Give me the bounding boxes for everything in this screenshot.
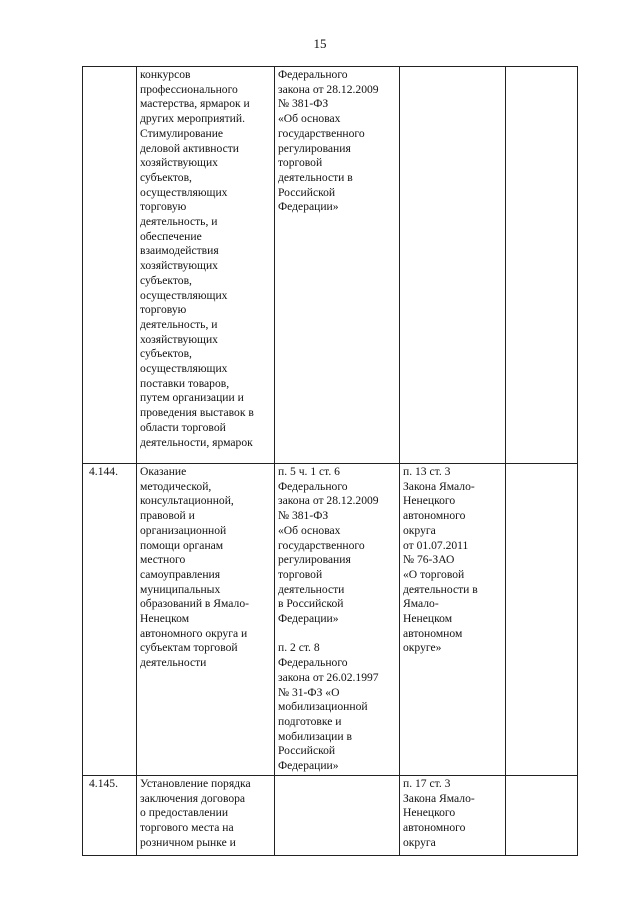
text-line: субъектов,: [140, 170, 192, 184]
text-line: мобилизационной: [278, 700, 368, 714]
text-line: деятельности в: [278, 170, 353, 184]
text-line: торговую: [140, 200, 187, 214]
text-line: от 01.07.2011: [403, 538, 469, 552]
text-line: деятельность, и: [140, 215, 218, 229]
text-line: торговую: [140, 303, 187, 317]
page-number: 15: [313, 36, 327, 51]
federal-law-cell: [275, 464, 400, 776]
empty-cell: [506, 67, 578, 464]
row-number: 4.144.: [83, 464, 137, 776]
empty-cell: [506, 464, 578, 776]
text-line: закона от 28.12.2009: [278, 494, 379, 508]
text-line: автономного округа и: [140, 626, 248, 640]
text-line: образований в Ямало-: [140, 597, 249, 611]
regional-law-cell: [400, 464, 506, 776]
text-line: торгового места на: [140, 821, 234, 835]
text-line: конкурсов: [140, 68, 191, 81]
empty-cell: [506, 776, 578, 856]
text-line: осуществляющих: [140, 288, 228, 302]
text-line: Закона Ямало-: [403, 791, 475, 805]
text-line: субъектов,: [140, 273, 192, 287]
text-line: осуществляющих: [140, 362, 228, 376]
text-line: деятельности: [140, 656, 207, 670]
text-line: «Об основах: [278, 523, 341, 537]
text-line: самоуправления: [140, 567, 221, 581]
text-line: автономном: [403, 626, 463, 640]
text-line: Ненецкого: [403, 494, 456, 508]
text-line: методической,: [140, 479, 212, 493]
text-line: п. 17 ст. 3: [403, 777, 451, 790]
text-line: регулирования: [278, 553, 351, 567]
text-line: субъектов,: [140, 347, 192, 361]
text-line: помощи органам: [140, 538, 224, 552]
text-line: обеспечение: [140, 229, 202, 243]
text-line: хозяйствующих: [140, 156, 218, 170]
description-cell: [137, 776, 275, 856]
text-line: муниципальных: [140, 582, 221, 596]
text-line: № 381-ФЗ: [278, 509, 329, 523]
text-line: округе»: [403, 641, 442, 655]
text-line: Федерации»: [278, 759, 339, 773]
text-line: Федерации»: [278, 200, 339, 214]
text-line: о предоставлении: [140, 806, 229, 820]
text-line: мастерства, ярмарок и: [140, 97, 250, 111]
text-line: осуществляющих: [140, 185, 228, 199]
row-number: 4.145.: [83, 776, 137, 856]
text-line: автономного: [403, 509, 466, 523]
text-line: п. 13 ст. 3: [403, 465, 451, 478]
text-line: закона от 28.12.2009: [278, 82, 379, 96]
text-line: Российской: [278, 185, 336, 199]
federal-law-cell: [275, 67, 400, 464]
federal-law-cell: [275, 776, 400, 856]
text-line: деятельности в: [403, 582, 478, 596]
text-line: правовой и: [140, 509, 195, 523]
text-line: хозяйствующих: [140, 332, 218, 346]
text-line: Российской: [278, 744, 336, 758]
text-line: Ямало-: [403, 597, 439, 611]
text-line: профессионального: [140, 82, 238, 96]
table-row: [83, 464, 578, 776]
table-row: [83, 67, 578, 464]
text-line: Стимулирование: [140, 126, 224, 140]
text-line: заключения договора: [140, 791, 246, 805]
text-line: подготовке и: [278, 714, 342, 728]
text-line: Федерации»: [278, 612, 339, 626]
text-line: поставки товаров,: [140, 376, 230, 390]
text-line: «О торговой: [403, 567, 465, 581]
text-line: Ненецком: [140, 612, 190, 626]
text-line: других мероприятий.: [140, 112, 245, 126]
table-row: [83, 776, 578, 856]
text-line: хозяйствующих: [140, 259, 218, 273]
text-line: государственного: [278, 538, 365, 552]
text-line: Ненецком: [403, 612, 453, 626]
text-line: мобилизации в: [278, 729, 352, 743]
text-line: регулирования: [278, 141, 351, 155]
text-line: закона от 26.02.1997: [278, 670, 379, 684]
text-line: взаимодействия: [140, 244, 219, 258]
text-line: Оказание: [140, 465, 187, 478]
text-line: «Об основах: [278, 112, 341, 126]
text-line: деловой активности: [140, 141, 239, 155]
text-line: деятельности, ярмарок: [140, 435, 253, 449]
text-line: проведения выставок в: [140, 406, 254, 420]
text-line: организационной: [140, 523, 227, 537]
text-line: в Российской: [278, 597, 344, 611]
description-cell: [137, 464, 275, 776]
row-number: [83, 67, 137, 464]
text-line: розничном рынке и: [140, 835, 236, 849]
text-line: округа: [403, 523, 436, 537]
text-line: местного: [140, 553, 186, 567]
text-line: торговой: [278, 567, 323, 581]
regional-law-cell: [400, 67, 506, 464]
text-line: области торговой: [140, 420, 226, 434]
text-line: [278, 627, 396, 642]
text-line: консультационной,: [140, 494, 234, 508]
text-line: путем организации и: [140, 391, 244, 405]
description-cell: [137, 67, 275, 464]
text-line: Федерального: [278, 656, 348, 670]
text-line: п. 5 ч. 1 ст. 6: [278, 465, 340, 478]
document-table: [82, 66, 578, 856]
text-line: Ненецкого: [403, 806, 456, 820]
text-line: Установление порядка: [140, 777, 251, 790]
text-line: деятельности: [278, 582, 345, 596]
text-line: Федерального: [278, 68, 348, 81]
text-line: Федерального: [278, 479, 348, 493]
text-line: деятельность, и: [140, 317, 218, 331]
text-line: п. 2 ст. 8: [278, 641, 320, 655]
text-line: № 76-ЗАО: [403, 553, 455, 567]
text-line: № 31-ФЗ «О: [278, 685, 340, 699]
text-line: субъектам торговой: [140, 641, 238, 655]
text-line: № 381-ФЗ: [278, 97, 329, 111]
text-line: округа: [403, 835, 436, 849]
text-line: автономного: [403, 821, 466, 835]
text-line: Закона Ямало-: [403, 479, 475, 493]
regional-law-cell: [400, 776, 506, 856]
text-line: торговой: [278, 156, 323, 170]
text-line: государственного: [278, 126, 365, 140]
